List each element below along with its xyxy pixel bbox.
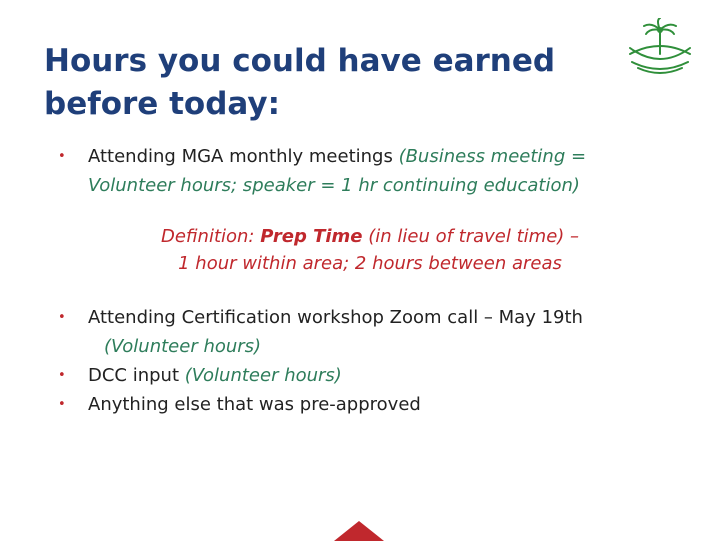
bullet-list-1 (58, 142, 678, 200)
item-text: Anything else that was pre-approved (88, 394, 421, 415)
list-item (58, 390, 678, 419)
item-note: (Volunteer hours) (184, 365, 342, 386)
item-note: (Business meeting = (398, 146, 587, 167)
item-note: (Volunteer hours) (104, 336, 262, 357)
list-item-continuation (58, 171, 678, 200)
list-item-continuation (58, 332, 678, 361)
bullet-icon: • (58, 310, 66, 325)
item-text: Attending Certification workshop Zoom call – May 19th (88, 307, 583, 328)
definition-block (70, 223, 670, 277)
definition-term: Prep Time (260, 226, 363, 247)
item-text: DCC input (88, 365, 185, 386)
definition-rest: (in lieu of travel time) – (362, 226, 580, 247)
item-text: Attending MGA monthly meetings (88, 146, 399, 167)
bullet-icon: • (58, 397, 66, 412)
bottom-triangle-decoration (334, 521, 384, 541)
list-item (58, 361, 678, 390)
logo-palm-swords-icon (624, 18, 696, 76)
title-line-2: before today: (44, 86, 280, 122)
list-item (58, 142, 678, 171)
slide-title (44, 40, 604, 126)
bullet-icon: • (58, 368, 66, 383)
list-item (58, 303, 678, 332)
definition-line-2: 1 hour within area; 2 hours between areas (178, 253, 562, 274)
item-note-continued: Volunteer hours; speaker = 1 hr continuing education) (88, 175, 580, 196)
bullet-list-2 (58, 303, 678, 419)
title-line-1: Hours you could have earned (44, 43, 556, 79)
bullet-icon: • (58, 149, 66, 164)
definition-prefix: Definition: (160, 226, 261, 247)
